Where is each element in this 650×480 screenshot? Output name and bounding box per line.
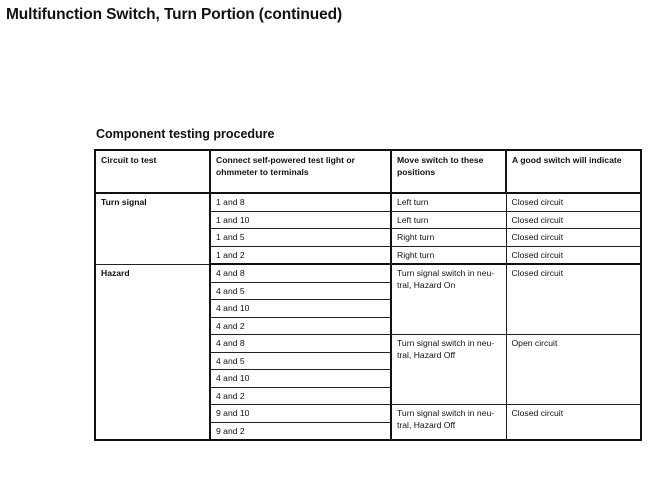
terminals-cell: 1 and 2 [210, 246, 391, 264]
table-header-row [95, 150, 641, 193]
indicate-cell: Closed circuit [506, 405, 641, 441]
testing-procedure-table [94, 149, 642, 441]
terminals-cell: 4 and 2 [210, 317, 391, 335]
indicate-cell: Open circuit [506, 335, 641, 405]
terminals-cell: 1 and 5 [210, 229, 391, 247]
table-row [95, 193, 641, 211]
header-circuit: Circuit to test [95, 150, 210, 193]
indicate-cell: Closed circuit [506, 211, 641, 229]
header-positions: Move switch to these positions [391, 150, 506, 193]
position-cell: Turn signal switch in neu-tral, Hazard Off [391, 405, 506, 441]
indicate-cell: Closed circuit [506, 264, 641, 335]
terminals-cell: 4 and 8 [210, 335, 391, 353]
terminals-cell: 1 and 8 [210, 193, 391, 211]
position-cell: Turn signal switch in neu-tral, Hazard On [391, 264, 506, 335]
terminals-cell: 4 and 10 [210, 300, 391, 318]
circuit-hazard: Hazard [95, 264, 210, 440]
terminals-cell: 4 and 8 [210, 264, 391, 282]
position-cell: Turn signal switch in neu-tral, Hazard Off [391, 335, 506, 405]
table-row [95, 264, 641, 282]
terminals-cell: 9 and 10 [210, 405, 391, 423]
terminals-cell: 4 and 5 [210, 352, 391, 370]
terminals-cell: 1 and 10 [210, 211, 391, 229]
page-title: Multifunction Switch, Turn Portion (continued) [6, 6, 343, 23]
position-cell: Left turn [391, 211, 506, 229]
terminals-cell: 4 and 10 [210, 370, 391, 388]
circuit-turn-signal: Turn signal [95, 193, 210, 264]
header-indicate: A good switch will indicate [506, 150, 641, 193]
terminals-cell: 4 and 5 [210, 282, 391, 300]
position-cell: Right turn [391, 246, 506, 264]
indicate-cell: Closed circuit [506, 246, 641, 264]
header-terminals: Connect self-powered test light or ohmmeter to terminals [210, 150, 391, 193]
position-cell: Right turn [391, 229, 506, 247]
terminals-cell: 4 and 2 [210, 387, 391, 405]
section-title: Component testing procedure [96, 127, 275, 141]
terminals-cell: 9 and 2 [210, 422, 391, 440]
position-cell: Left turn [391, 193, 506, 211]
indicate-cell: Closed circuit [506, 193, 641, 211]
indicate-cell: Closed circuit [506, 229, 641, 247]
